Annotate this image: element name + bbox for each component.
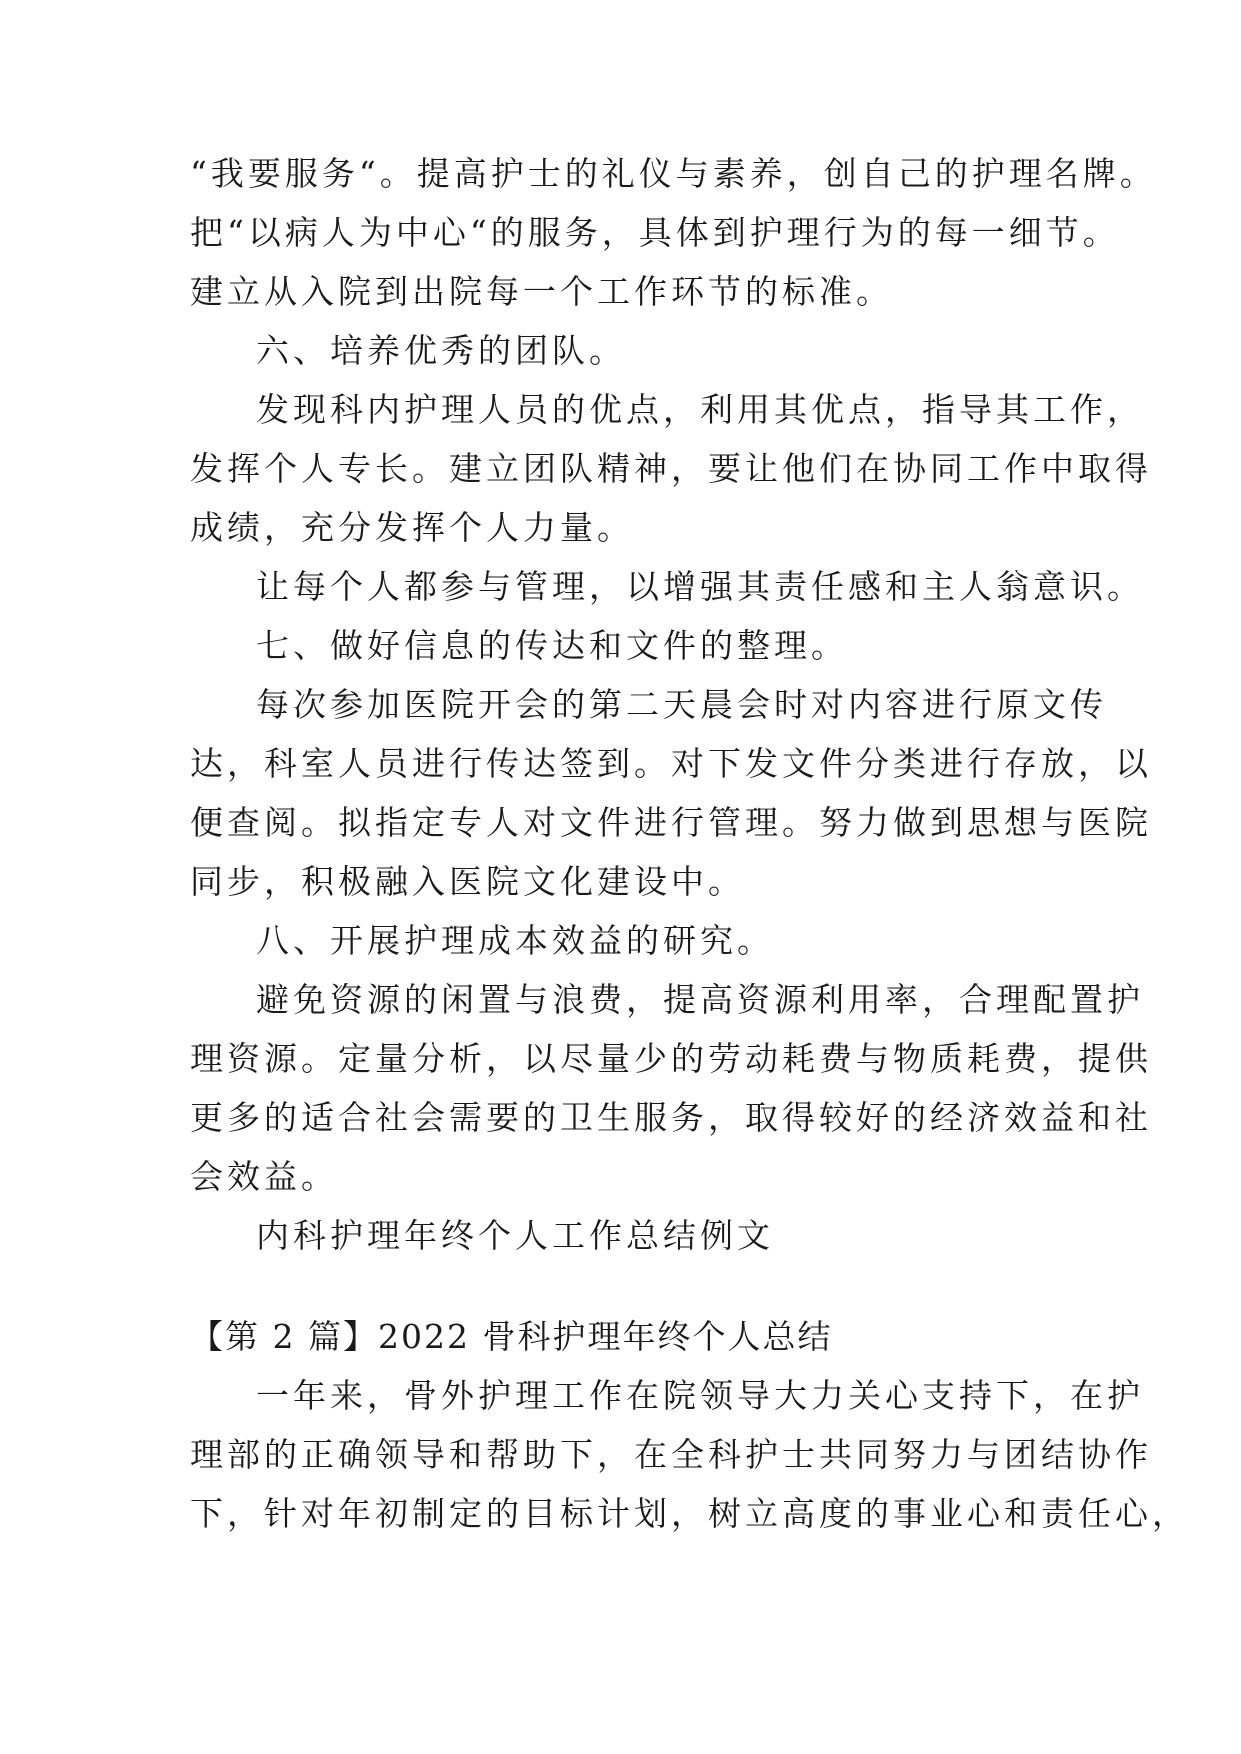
text-line: “我要服务“。提高护士的礼仪与素养，创自己的护理名牌。 xyxy=(190,154,1157,193)
text-line: 会效益。 xyxy=(190,1157,338,1196)
section-heading: 八、开展护理成本效益的研究。 xyxy=(256,921,774,960)
section-heading: 七、做好信息的传达和文件的整理。 xyxy=(256,626,848,665)
text-line: 发挥个人专长。建立团队精神，要让他们在协同工作中取得 xyxy=(190,449,1152,488)
text-line: 达，科室人员进行传达签到。对下发文件分类进行存放，以 xyxy=(190,744,1152,783)
chapter-heading: 【第 2 篇】2022 骨科护理年终个人总结 xyxy=(190,1317,833,1356)
text-line: 成绩，充分发挥个人力量。 xyxy=(190,508,634,547)
article-title: 内科护理年终个人工作总结例文 xyxy=(256,1216,774,1255)
text-line: 让每个人都参与管理，以增强其责任感和主人翁意识。 xyxy=(256,567,1144,606)
text-line: 一年来，骨外护理工作在院领导大力关心支持下，在护 xyxy=(256,1376,1144,1415)
text-line: 理部的正确领导和帮助下，在全科护士共同努力与团结协作 xyxy=(190,1435,1152,1474)
text-line: 同步，积极融入医院文化建设中。 xyxy=(190,862,745,901)
text-line: 建立从入院到出院每一个工作环节的标准。 xyxy=(190,272,893,311)
text-line: 下，针对年初制定的目标计划，树立高度的事业心和责任心， xyxy=(190,1494,1189,1533)
text-line: 更多的适合社会需要的卫生服务，取得较好的经济效益和社 xyxy=(190,1098,1152,1137)
text-line: 发现科内护理人员的优点，利用其优点，指导其工作， xyxy=(256,390,1144,429)
section-heading: 六、培养优秀的团队。 xyxy=(256,331,626,370)
text-line: 把“以病人为中心“的服务，具体到护理行为的每一细节。 xyxy=(190,213,1120,252)
text-line: 避免资源的闲置与浪费，提高资源利用率，合理配置护 xyxy=(256,980,1144,1019)
text-line: 每次参加医院开会的第二天晨会时对内容进行原文传 xyxy=(256,685,1107,724)
text-line: 便查阅。拟指定专人对文件进行管理。努力做到思想与医院 xyxy=(190,803,1152,842)
text-line: 理资源。定量分析，以尽量少的劳动耗费与物质耗费，提供 xyxy=(190,1039,1152,1078)
